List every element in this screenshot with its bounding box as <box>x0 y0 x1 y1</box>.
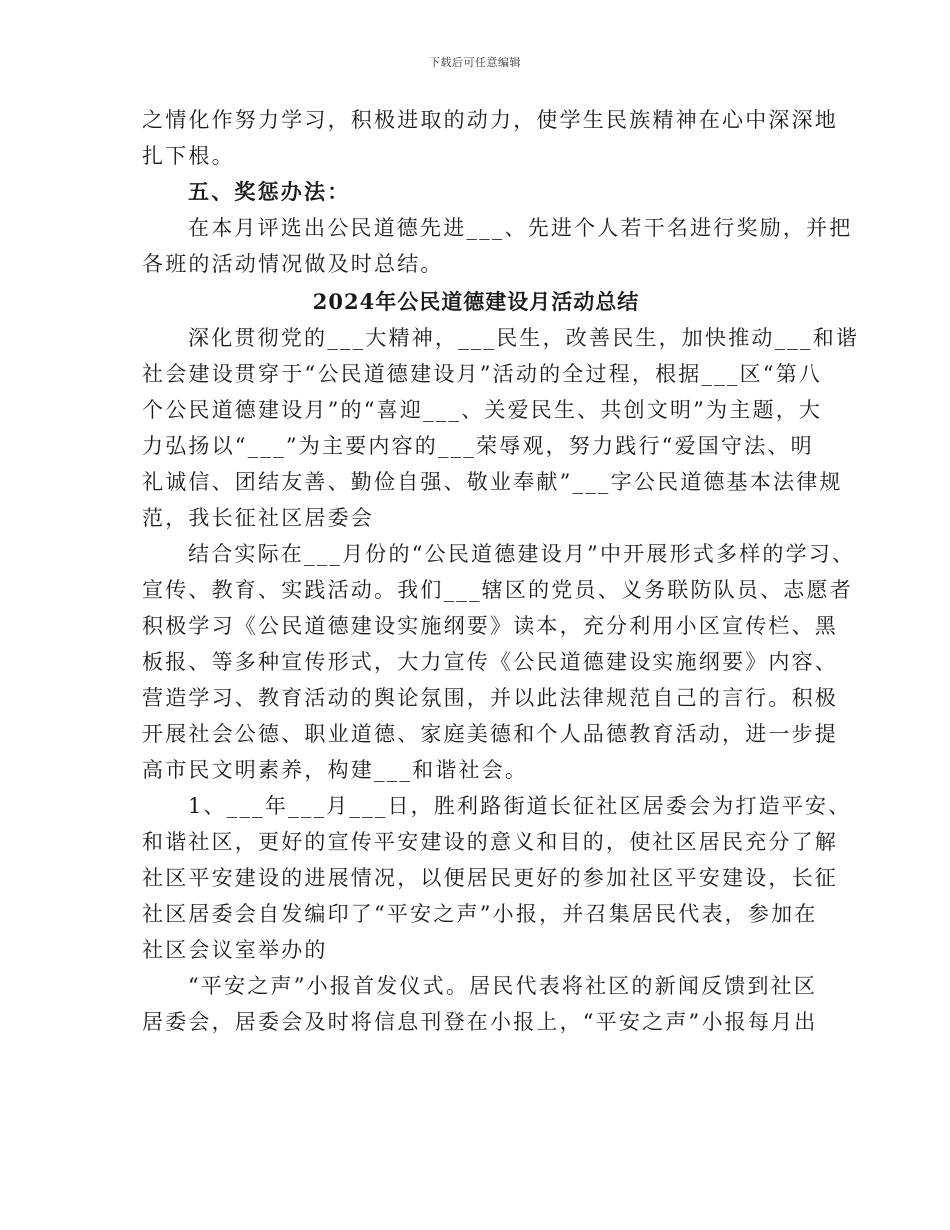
paragraph-line: 高市民文明素养，构建___和谐社会。 <box>142 758 529 782</box>
paragraph-line: 社区平安建设的进展情况，以便居民更好的参加社区平安建设，长征 <box>142 866 838 890</box>
paragraph-line: 社区居委会自发编印了“平安之声”小报，并召集居民代表，参加在 <box>142 902 818 926</box>
page-header: 下载后可任意编辑 <box>429 56 521 69</box>
paragraph-line: 开展社会公德、职业道德、家庭美德和个人品德教育活动，进一步提 <box>142 722 838 746</box>
paragraph-line: 深化贯彻党的___大精神，___民生，改善民生，加快推动___和谐 <box>188 326 860 350</box>
paragraph-line: 居委会，居委会及时将信息刊登在小报上，“平安之声”小报每月出 <box>142 1010 818 1034</box>
paragraph-line: 和谐社区，更好的宣传平安建设的意义和目的，使社区居民充分了解 <box>142 830 838 854</box>
paragraph-line: 宣传、教育、实践活动。我们___辖区的党员、义务联防队员、志愿者 <box>142 578 853 602</box>
document-body <box>142 102 860 1040</box>
paragraph-line: 礼诚信、团结友善、勤俭自强、敬业奉献”___字公民道德基本法律规 <box>142 470 843 494</box>
document-title: 2024年公民道德建设月活动总结 <box>312 289 640 314</box>
paragraph-line: 扎下根。 <box>142 144 235 168</box>
paragraph-line: 社会建设贯穿于“公民道德建设月”活动的全过程，根据___区“第八 <box>142 362 823 386</box>
paragraph-line: 社区会议室举办的 <box>142 938 328 962</box>
paragraph-line: 营造学习、教育活动的舆论氛围，并以此法律规范自己的言行。积极 <box>142 686 838 710</box>
paragraph-line: 个公民道德建设月”的“喜迎___、关爱民生、共创文明”为主题，大 <box>142 398 823 422</box>
paragraph-line: 各班的活动情况做及时总结。 <box>142 252 444 276</box>
paragraph-line: 积极学习《公民道德建设实施纲要》读本，充分利用小区宣传栏、黑 <box>142 614 838 638</box>
paragraph-line: 结合实际在___月份的“公民道德建设月”中开展形式多样的学习、 <box>188 542 856 566</box>
paragraph-line: “平安之声”小报首发仪式。居民代表将社区的新闻反馈到社区 <box>188 974 818 998</box>
paragraph-line: 在本月评选出公民道德先进___、先进个人若干名进行奖励，并把 <box>188 216 853 240</box>
paragraph-line: 1、___年___月___日，胜利路街道长征社区居委会为打造平安、 <box>188 794 852 818</box>
section-heading: 五、奖惩办法： <box>188 179 351 204</box>
paragraph-line: 范，我长征社区居委会 <box>142 506 374 530</box>
paragraph-line: 板报、等多种宣传形式，大力宣传《公民道德建设实施纲要》内容、 <box>142 650 838 674</box>
paragraph-line: 之情化作努力学习，积极进取的动力，使学生民族精神在心中深深地 <box>142 108 838 132</box>
paragraph-line: 力弘扬以“___”为主要内容的___荣辱观，努力践行“爱国守法、明 <box>142 434 814 458</box>
